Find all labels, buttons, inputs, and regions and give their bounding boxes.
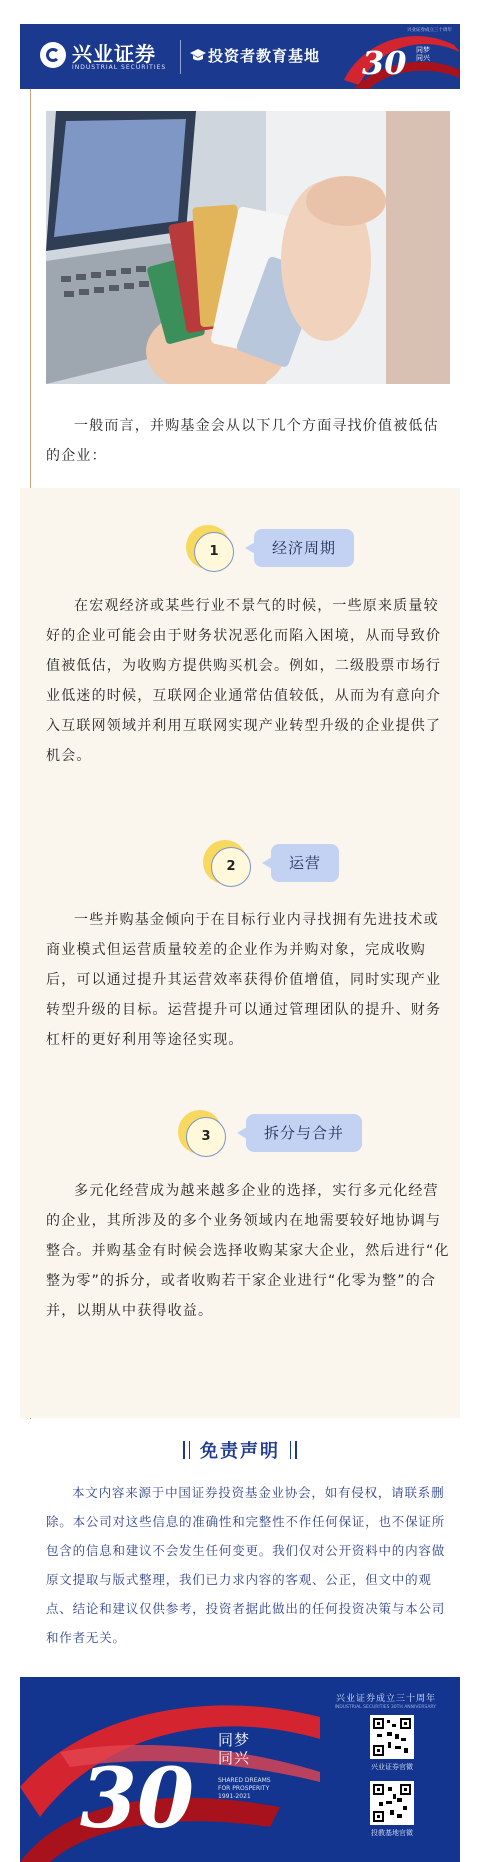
investor-education-title: 投资者教育基地 xyxy=(208,47,321,65)
header-banner xyxy=(20,24,460,89)
brand-name-en: INDUSTRIAL SECURITIES xyxy=(72,64,167,71)
intro-paragraph: 一般而言，并购基金会从以下几个方面寻找价值被低估的企业： xyxy=(46,418,439,464)
qr-caption-2: 投教基地官微 xyxy=(371,1829,413,1837)
svg-text:30: 30 xyxy=(362,44,407,82)
svg-text:30: 30 xyxy=(80,1751,195,1847)
section-title: 运营 xyxy=(271,844,339,882)
footer-heading-en: INDUSTRIAL SECURITIES 30TH ANNIVERSARY xyxy=(334,1705,436,1710)
qr-caption-1: 兴业证券官微 xyxy=(371,1763,413,1771)
brand-logo-icon xyxy=(40,42,66,68)
footer-heading: 兴业证券成立三十周年 xyxy=(335,1694,436,1704)
brand-name: 兴业证券 xyxy=(72,42,156,66)
section-body-2: 一些并购基金倾向于在目标行业内寻找拥有先进技术或商业模式但运营质量较差的企业作为并购对象，完成收购后，可以通过提升其运营效率获得价值增值，同时实现产业转型升级的目标。运营提升可以通过管理团队的提升、财务杠杆的更好利用等途径实现。 xyxy=(46,912,442,1048)
section-body-3: 多元化经营成为越来越多企业的选择，实行多元化经营的企业，其所涉及的多个业务领域内在地需要较好地协调与整合。并购基金有时候会选择收购某家大企业，然后进行“化整为零”的拆分，或者收购若干家企业进行“化零为整”的合并，以期从中获得收益。 xyxy=(46,1183,450,1319)
graduation-cap-icon xyxy=(190,48,206,62)
section-number: 3 xyxy=(201,1129,211,1144)
hero-photo-credit-cards xyxy=(46,111,450,384)
disclaimer-title: 免责声明 xyxy=(0,1437,480,1463)
title-bar-left xyxy=(183,1441,185,1459)
footer-slogan: 同梦 同兴 xyxy=(218,1731,251,1767)
section-title: 经济周期 xyxy=(254,529,354,567)
qr-code-icon xyxy=(370,1781,414,1825)
section-title: 拆分与合并 xyxy=(246,1114,362,1152)
footer-slogan-en: SHARED DREAMS FOR PROSPERITY 1991-2021 xyxy=(218,1777,271,1800)
header-divider xyxy=(180,40,181,74)
anniversary-30-ribbon xyxy=(334,30,460,89)
ribbon-slogan: 同梦 同兴 xyxy=(416,46,430,62)
section-number: 1 xyxy=(209,544,219,559)
disclaimer-text: 本文内容来源于中国证券投资基金业协会，如有侵权，请联系删除。本公司对这些信息的准确性和完整性不作任何保证，也不保证所包含的信息和建议不会发生任何变更。我们仅对公开资料中的内容做原文提取与版式整理，我们已力求内容的客观、公正，但文中的观点、结论和建议仅供参考，投资者据此做出的任何投资决策与本公司和作者无关。 xyxy=(46,1485,446,1645)
section-body-1: 在宏观经济或某些行业不景气的时候，一些原来质量较好的企业可能会由于财务状况恶化而陷入困境，从而导致价值被低估，为收购方提供购买机会。例如，二级股票市场行业低迷的时候，互联网企业通常估值较低，从而为有意向介入互联网领域并利用互联网实现产业转型升级的企业提供了机会。 xyxy=(46,598,442,764)
anniversary-30-ribbon-large xyxy=(20,1677,320,1862)
title-bar-right xyxy=(295,1441,297,1459)
anniversary-small-text: 兴业证券成立三十周年 xyxy=(407,28,452,33)
qr-code-icon xyxy=(370,1715,414,1759)
footer-banner xyxy=(20,1677,460,1862)
section-number: 2 xyxy=(226,859,236,874)
